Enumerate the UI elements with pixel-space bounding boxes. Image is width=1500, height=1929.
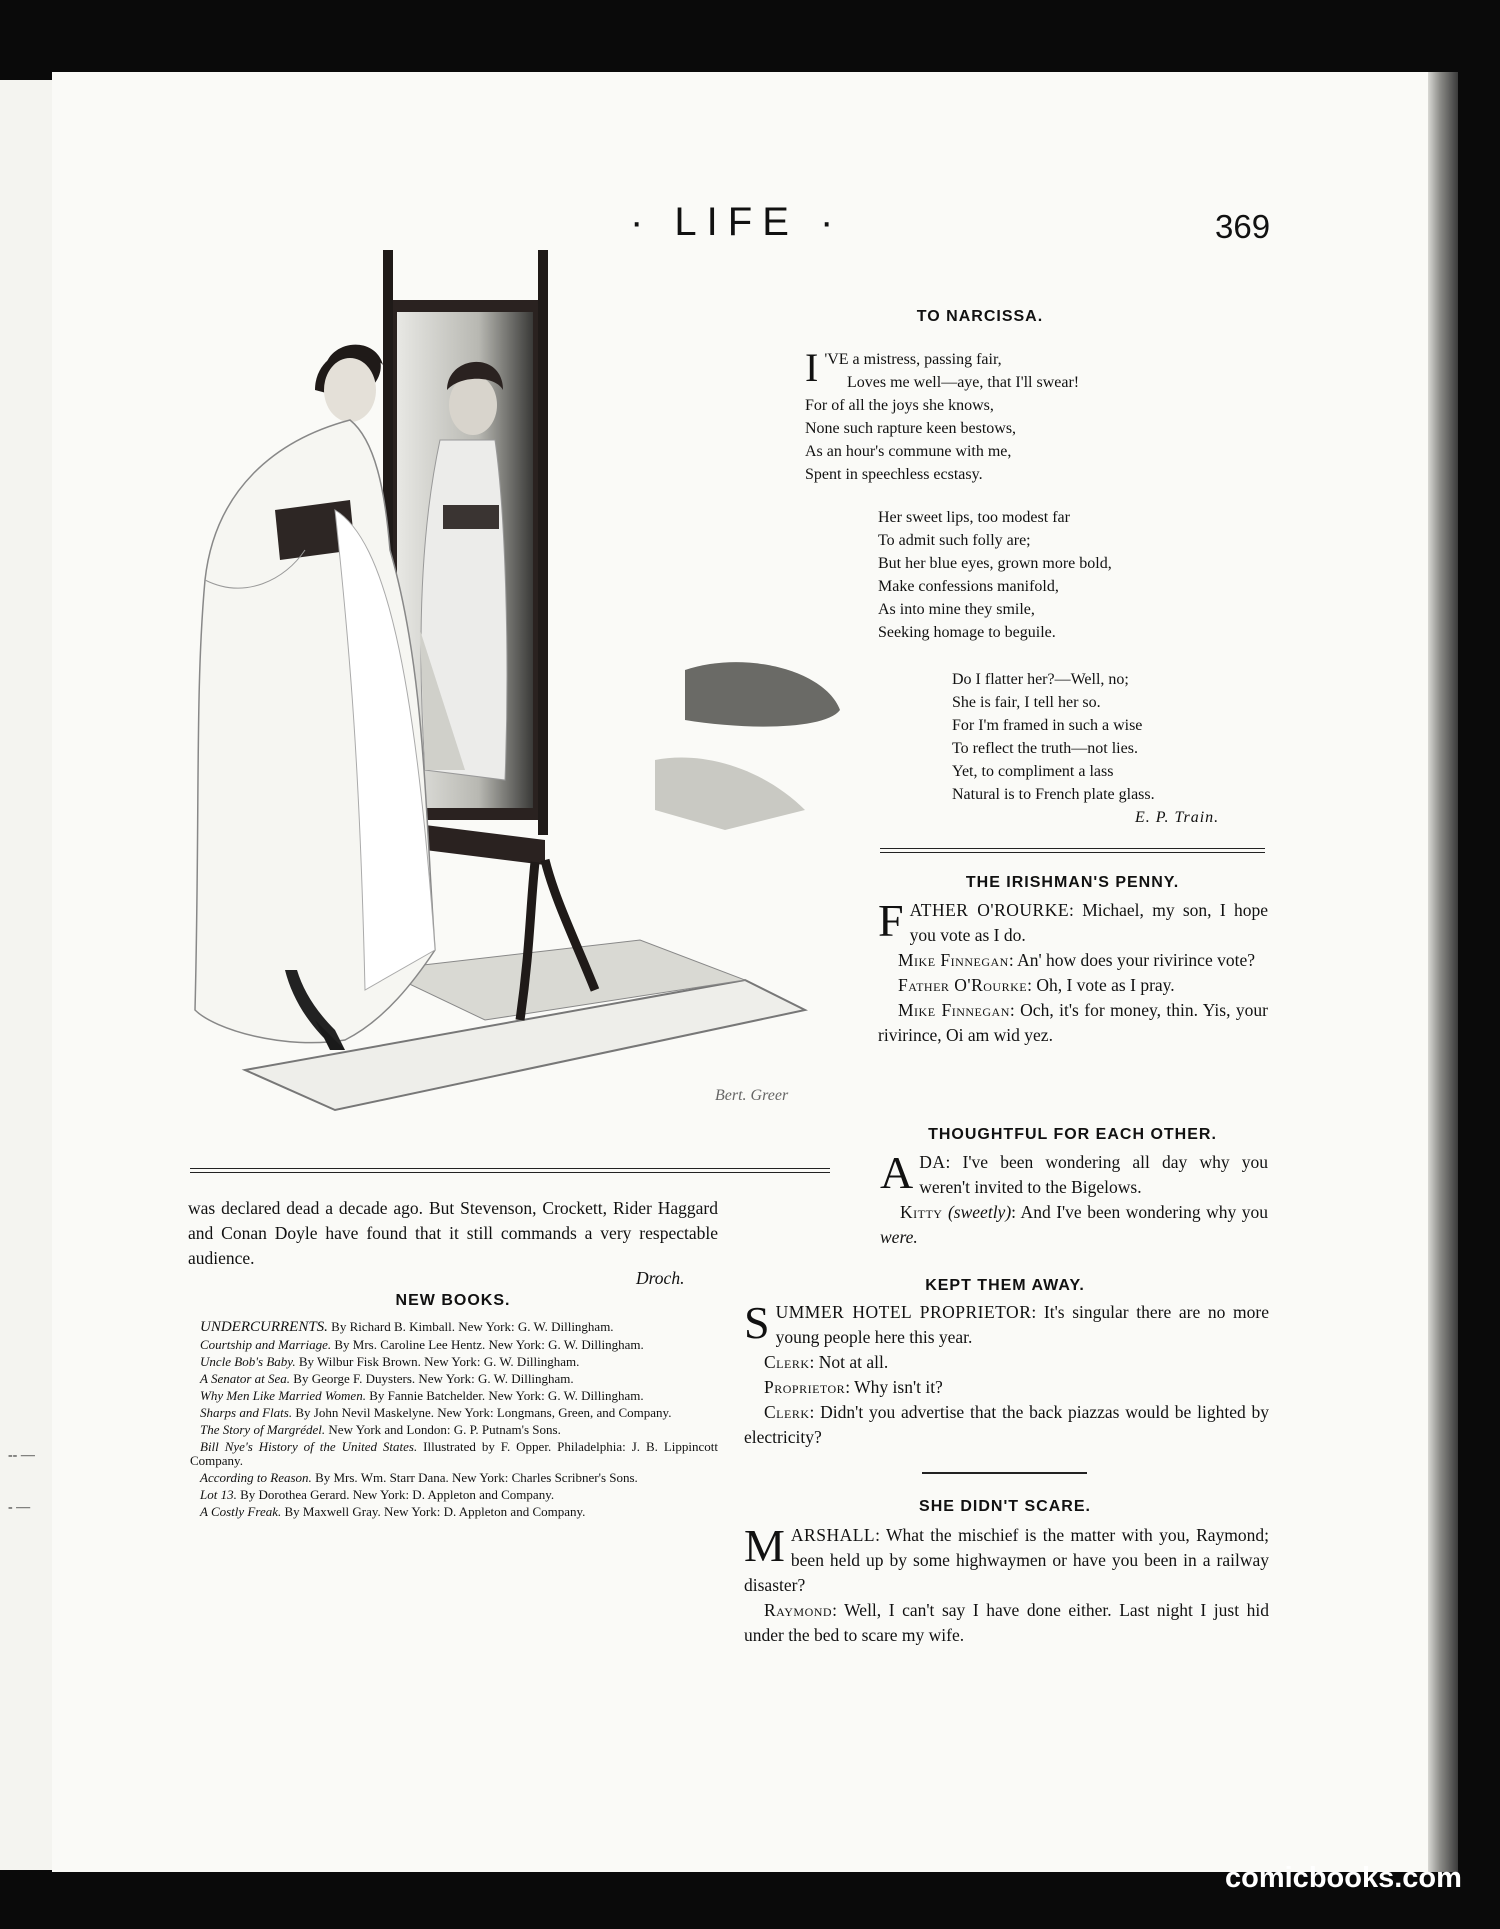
poem-line: Yet, to compliment a lass (952, 763, 1114, 780)
dialogue-line: : It's singular there are no more young people here this year. (775, 1302, 1269, 1347)
dropcap: S (744, 1297, 770, 1348)
dialogue-line: : Michael, my son, I hope you vote as I do. (909, 900, 1268, 945)
speaker-name: Proprietor (764, 1377, 846, 1397)
dropcap: A (880, 1147, 914, 1198)
new-books-list (190, 1320, 718, 1522)
irishman-title: THE IRISHMAN'S PENNY. (965, 874, 1180, 891)
poem-line: She is fair, I tell her so. (952, 694, 1101, 711)
dialogue-line: : Not at all. (809, 1352, 889, 1372)
poem-line: Natural is to French plate glass. (952, 786, 1155, 803)
dialogue-line: : What the mischief is the matter with you, Raymond; been held up by some highwaymen or have you been in a railway disaster? (744, 1525, 1269, 1595)
speaker-name: Kitty (900, 1202, 943, 1222)
poem-line: None such rapture keen bestows, (805, 420, 1017, 437)
left-page-edge (0, 80, 55, 1870)
poem-line: Seeking homage to beguile. (878, 624, 1056, 641)
speaker-name: Clerk (764, 1352, 810, 1372)
poem-line: As into mine they smile, (878, 601, 1035, 618)
to-narcissa-stanza-1 (805, 345, 1165, 486)
irishman-body (878, 895, 1268, 1048)
site-watermark: comicbooks.com (1225, 1862, 1462, 1894)
poem-line: To reflect the truth—not lies. (952, 740, 1138, 757)
poem-line: For I'm framed in such a wise (952, 717, 1143, 734)
new-books-title: NEW BOOKS. (395, 1292, 511, 1309)
book-entry: Sharps and Flats. By John Nevil Maskelyne. New York: Longmans, Green, and Company. (200, 1405, 672, 1420)
stage-direction: (sweetly) (947, 1202, 1012, 1222)
dialogue-line: : Why isn't it? (845, 1377, 943, 1397)
book-entry: Why Men Like Married Women. By Fannie Batchelder. New York: G. W. Dillingham. (200, 1388, 644, 1403)
dialogue-line: : I've been wondering all day why you weren't invited to the Bigelows. (919, 1152, 1268, 1197)
droch-paragraph: was declared dead a decade ago. But Stevenson, Crockett, Rider Haggard and Conan Doyle have found that it still commands a very respectable audience. (188, 1198, 718, 1268)
dialogue-line: : Oh, I vote as I pray. (1027, 975, 1175, 995)
poem-line: But her blue eyes, grown more bold, (878, 555, 1112, 572)
poem-line: To admit such folly are; (878, 532, 1031, 549)
speaker-name: ARSHALL (790, 1525, 876, 1545)
dialogue-line: : An' how does your rivirince vote? (1008, 950, 1255, 970)
to-narcissa-title: TO NARCISSA. (916, 308, 1044, 325)
book-entry: Bill Nye's History of the United States. Illustrated by F. Opper. Philadelphia: J. B. Lippincott Company. (190, 1439, 718, 1468)
thoughtful-title: THOUGHTFUL FOR EACH OTHER. (928, 1126, 1217, 1143)
poem-line: 'VE a mistress, passing fair, (824, 351, 1002, 368)
book-entry: The Story of Margrédel. New York and London: G. P. Putnam's Sons. (200, 1422, 561, 1437)
section-rule (880, 848, 1265, 853)
speaker-name: Mike Finnegan (898, 950, 1009, 970)
book-entry: A Senator at Sea. By George F. Duysters. New York: G. W. Dillingham. (200, 1371, 574, 1386)
kept-away-title: KEPT THEM AWAY. (925, 1277, 1085, 1294)
book-entry: A Costly Freak. By Maxwell Gray. New York: D. Appleton and Company. (200, 1503, 586, 1519)
poem-line: Do I flatter her?—Well, no; (952, 671, 1129, 688)
dialogue-line: : And I've been wondering why you (1011, 1202, 1268, 1222)
book-entry: Courtship and Marriage. By Mrs. Caroline Lee Hentz. New York: G. W. Dillingham. (200, 1337, 644, 1352)
masthead: · LIFE · (630, 200, 844, 244)
poem-author: E. P. Train. (1135, 809, 1220, 826)
poem-line: Loves me well—aye, that I'll swear! (847, 374, 1080, 391)
kept-away-body (744, 1297, 1269, 1450)
speaker-name: Mike Finnegan (898, 1000, 1010, 1020)
book-entry: UNDERCURRENTS. By Richard B. Kimball. New York: G. W. Dillingham. (200, 1319, 614, 1335)
didnt-scare-body (744, 1520, 1269, 1648)
margin-mark: - — (8, 1500, 31, 1515)
dropcap: F (878, 895, 904, 946)
thoughtful-body (880, 1147, 1268, 1250)
dropcap: M (744, 1520, 785, 1571)
poem-line: For of all the joys she knows, (805, 397, 994, 414)
speaker-name: Clerk (764, 1402, 810, 1422)
page-number: 369 (1215, 208, 1271, 245)
poem-line: Spent in speechless ecstasy. (805, 466, 983, 483)
to-narcissa-stanza-2 (878, 506, 1198, 644)
speaker-name: Father O'Rourke (898, 975, 1028, 995)
book-entry: According to Reason. By Mrs. Wm. Starr Dana. New York: Charles Scribner's Sons. (200, 1469, 638, 1485)
dropcap: I (805, 345, 819, 390)
poem-line: As an hour's commune with me, (805, 443, 1012, 460)
poem-line: Make confessions manifold, (878, 578, 1059, 595)
emphasis: were. (880, 1227, 918, 1247)
book-entry: Lot 13. By Dorothea Gerard. New York: D. Appleton and Company. (200, 1486, 555, 1502)
to-narcissa-stanza-3 (952, 668, 1252, 806)
illustration-signature: Bert. Greer (715, 1087, 789, 1104)
speaker-name: UMMER HOTEL PROPRIETOR (775, 1302, 1032, 1322)
book-entry: Uncle Bob's Baby. By Wilbur Fisk Brown. New York: G. W. Dillingham. (200, 1354, 580, 1369)
didnt-scare-title: SHE DIDN'T SCARE. (919, 1498, 1091, 1515)
right-page-edge (1428, 72, 1458, 1872)
droch-signature: Droch. (636, 1268, 685, 1288)
speaker-name: Raymond (764, 1600, 833, 1620)
margin-mark: -- — (8, 1448, 35, 1463)
section-rule (922, 1472, 1087, 1474)
mirror-illustration (185, 250, 855, 1120)
dialogue-line: : Och, it's for money, thin. Yis, your rivirince, Oi am wid yez. (878, 1000, 1268, 1045)
dialogue-line: : Well, I can't say I have done either. Last night I just hid under the bed to scare my wife. (744, 1600, 1269, 1645)
speaker-name: ATHER O'ROURKE (909, 900, 1070, 920)
speaker-name: DA (919, 1152, 946, 1172)
poem-line: Her sweet lips, too modest far (878, 509, 1070, 526)
section-rule (190, 1168, 830, 1173)
dialogue-line: : Didn't you advertise that the back piazzas would be lighted by electricity? (744, 1402, 1269, 1447)
